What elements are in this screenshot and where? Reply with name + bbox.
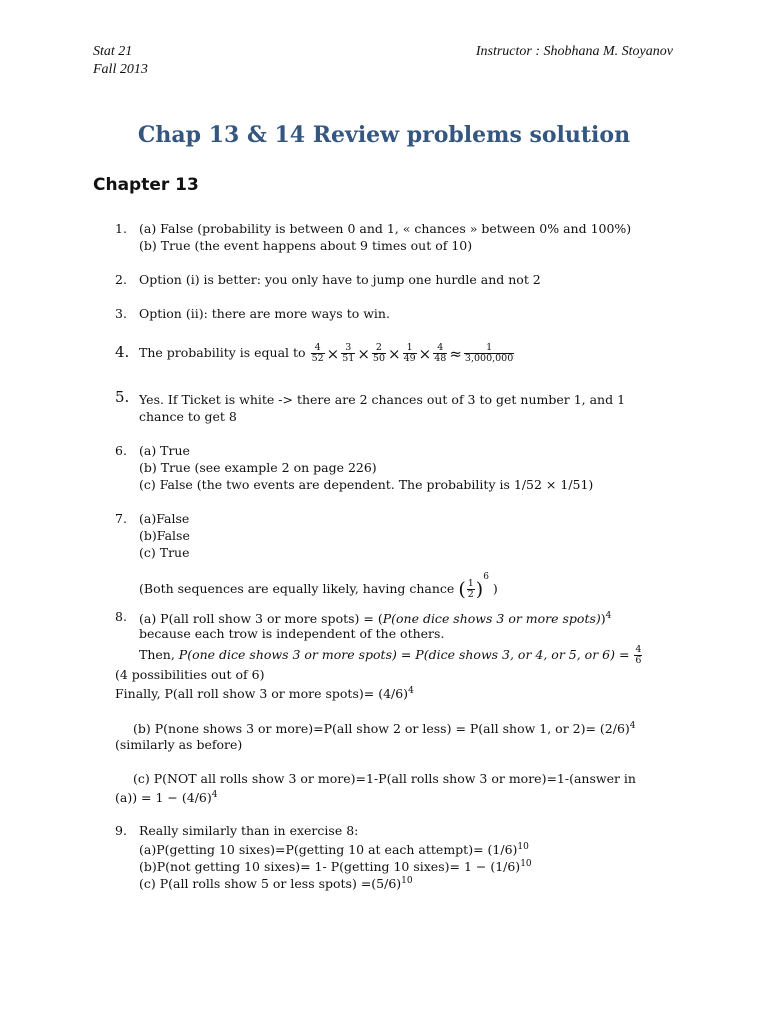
q6-c: (c) False (the two events are dependent. The probability is 1/52 × 1/51)	[139, 477, 594, 492]
times-sign: ×	[326, 344, 340, 363]
fraction: $\frac{1}{2}$	[467, 578, 474, 600]
q5-line2: chance to get 8	[139, 409, 237, 424]
fraction: $\frac{4}{48}$	[434, 342, 447, 364]
q3-text: Option (ii): there are more ways to win.	[139, 306, 390, 321]
q8-line2: because each trow is independent of the others.	[139, 626, 445, 641]
chapter-heading: Chapter 13	[93, 175, 199, 195]
q7-a: (a)False	[139, 511, 190, 526]
fraction: $\frac{3}{51}$	[342, 342, 355, 364]
fraction: $\frac{1}{3,000,000}$	[464, 342, 514, 364]
item-number: 3.	[115, 306, 127, 321]
q9-c: (c) P(all rolls show 5 or less spots) $=(5/6)^{10}$	[139, 876, 413, 892]
q8-b-line1: (b) P(none shows 3 or more)=P(all show 2 or less) = P(all show 1, or $2)= (2/6)^4$	[133, 721, 636, 737]
q8-line1: (a) P(all roll show 3 or more spots) = (P(one dice shows 3 or more spots))$^4$	[139, 611, 612, 627]
item-number: 4.	[115, 343, 130, 361]
q1-b: (b) True (the event happens about 9 times out of 10)	[139, 238, 473, 253]
item-number: 2.	[115, 272, 127, 287]
item-number: 1.	[115, 221, 127, 236]
q9-b: (b)P(not getting 10 sixes)= 1- P(getting 10 sixes)= $1 - (1/6)^{10}$	[139, 859, 532, 875]
q7-note-text: (Both sequences are equally likely, having chance	[139, 581, 455, 596]
q7-b: (b)False	[139, 528, 190, 543]
course-label: Stat 21	[93, 44, 133, 59]
fraction: $\frac{4}{52}$	[311, 342, 324, 364]
q8-line3: Then, P(one dice shows 3 or more spots) = P(dice shows 3, or 4, or 5, or 6) = $\frac{4}{6}$	[139, 644, 642, 666]
fraction: $\frac{4}{6}$	[635, 644, 642, 666]
item-number: 8.	[115, 609, 127, 624]
q6-b: (b) True (see example 2 on page 226)	[139, 460, 377, 475]
q9-intro: Really similarly than in exercise 8:	[139, 823, 359, 838]
close-paren: )	[492, 581, 498, 596]
item-number: 6.	[115, 443, 127, 458]
q8-line5: Finally, P(all roll show 3 or more spots)= $(4/6)^4$	[115, 686, 414, 702]
item-number: 7.	[115, 511, 127, 526]
q8-b-line2: (similarly as before)	[115, 737, 243, 752]
q8-line4: (4 possibilities out of 6)	[115, 667, 265, 682]
q1-a: (a) False (probability is between 0 and 1, « chances » between 0% and 100%)	[139, 221, 632, 236]
instructor-label: Instructor : Shobhana M. Stoyanov	[475, 44, 673, 59]
q7-c: (c) True	[139, 545, 190, 560]
term-label: Fall 2013	[93, 62, 148, 77]
q7-note: (Both sequences are equally likely, having chance ( $\frac{1}{2}$ )$^6$ )	[139, 572, 498, 601]
fraction: $\frac{2}{50}$	[372, 342, 385, 364]
times-sign: ×	[388, 344, 401, 363]
times-sign: ×	[418, 344, 432, 363]
q4-expression	[139, 339, 515, 368]
page-title: Chap 13 & 14 Review problems solution	[137, 122, 631, 148]
item-number: 5.	[115, 388, 130, 406]
times-sign: ×	[357, 344, 370, 363]
q8-c-line2: $(a)) = 1 - (4/6)^4$	[115, 790, 218, 806]
approx-sign: ≈	[449, 344, 462, 363]
q2-text: Option (i) is better: you only have to jump one hurdle and not 2	[139, 272, 541, 287]
q6-a: (a) True	[139, 443, 190, 458]
exponent: 6	[483, 572, 489, 582]
q4-text: The probability is equal to	[139, 345, 306, 360]
fraction: $\frac{1}{49}$	[403, 342, 416, 364]
q8-c-line1: (c) P(NOT all rolls show 3 or more)=1-P(all rolls show 3 or more)=1-(answer in	[133, 771, 636, 786]
item-number: 9.	[115, 823, 127, 838]
q9-a: (a)P(getting 10 sixes)=P(getting 10 at each attempt)= $(1/6)^{10}$	[139, 842, 529, 858]
q5-line1: Yes. If Ticket is white -> there are 2 chances out of 3 to get number 1, and 1	[139, 392, 626, 407]
